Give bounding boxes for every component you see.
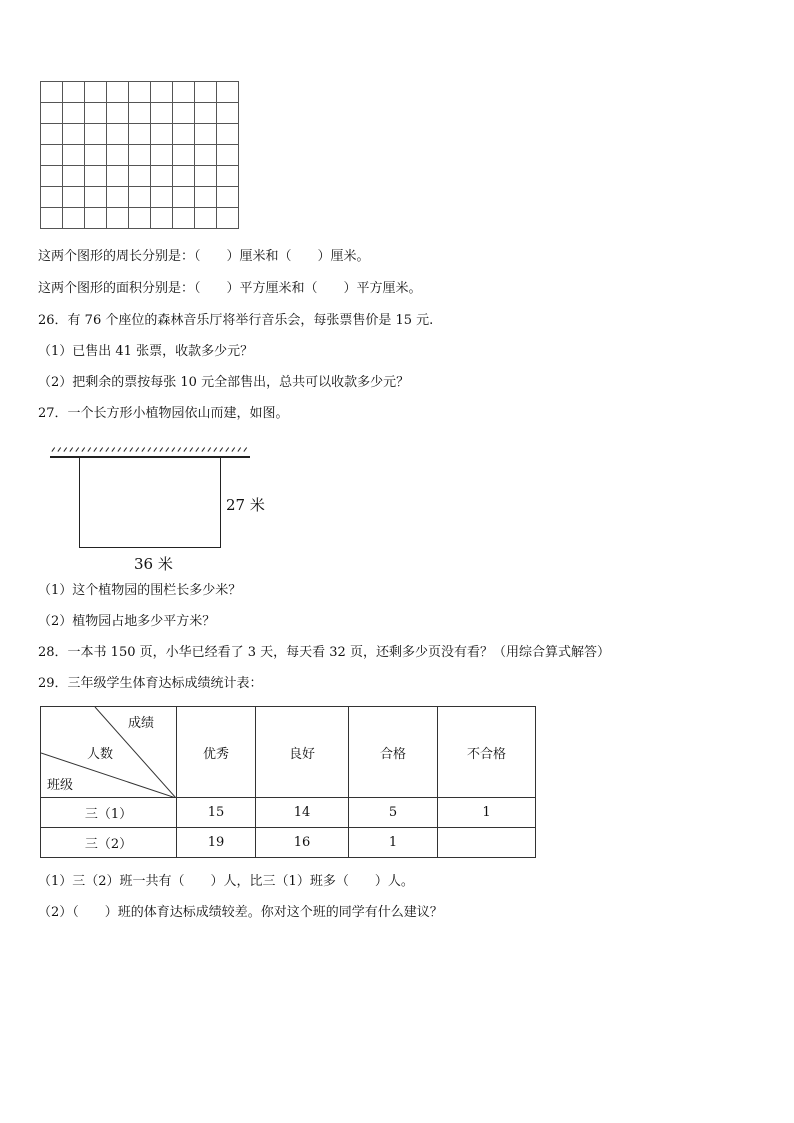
grid-cell <box>63 103 85 124</box>
grid-cell <box>107 82 129 103</box>
diag-score-label: 成绩 <box>128 716 155 731</box>
grid-cell <box>173 187 195 208</box>
grid-row <box>41 208 239 229</box>
grid-cell <box>41 187 63 208</box>
table-cell: 15 <box>177 798 256 828</box>
diag-class-label: 班级 <box>47 778 74 793</box>
hatch-mark <box>141 447 145 452</box>
hatch-mark <box>213 447 217 452</box>
hatch-mark <box>177 447 181 452</box>
grid-cell <box>195 82 217 103</box>
grid-cell <box>85 103 107 124</box>
grid-cell <box>85 208 107 229</box>
height-label: 27 米 <box>226 496 265 514</box>
hatch-mark <box>93 447 97 452</box>
question-27-stem: 27．一个长方形小植物园依山而建，如图。 <box>38 406 289 421</box>
grid-cell <box>107 145 129 166</box>
hatch-mark <box>171 447 175 452</box>
table-cell: 1 <box>349 828 438 858</box>
grid-row <box>41 124 239 145</box>
table-cell <box>438 828 536 858</box>
diagonal-header-cell <box>41 707 177 798</box>
hatch-mark <box>63 447 67 452</box>
column-header: 合格 <box>349 707 438 798</box>
grid-row <box>41 166 239 187</box>
grid-cell <box>129 166 151 187</box>
grid-cell <box>151 82 173 103</box>
question-29-part-2: （2）（ ）班的体育达标成绩较差。你对这个班的同学有什么建议？ <box>38 905 443 920</box>
hatch-mark <box>135 447 139 452</box>
grid-cell <box>217 103 239 124</box>
hatch-mark <box>87 447 91 452</box>
grid-cell <box>129 208 151 229</box>
grid-row <box>41 103 239 124</box>
table-cell: 14 <box>256 798 349 828</box>
grid-cell <box>85 187 107 208</box>
grid-cell <box>173 166 195 187</box>
grid-cell <box>173 82 195 103</box>
garden-rectangle <box>79 457 221 548</box>
question-26-part-1: （1）已售出 41 张票，收款多少元？ <box>38 344 254 359</box>
hatch-mark <box>81 447 85 452</box>
hatch-mark <box>129 447 133 452</box>
hatch-mark <box>165 447 169 452</box>
hatch-mark <box>183 447 187 452</box>
hatch-mark <box>57 447 61 452</box>
hatch-mark <box>201 447 205 452</box>
grid-cell <box>217 124 239 145</box>
grid-cell <box>107 166 129 187</box>
hatch-mark <box>195 447 199 452</box>
grid-cell <box>129 124 151 145</box>
column-header: 优秀 <box>177 707 256 798</box>
grid-cell <box>151 103 173 124</box>
hatch-mark <box>111 447 115 452</box>
grid-cell <box>195 166 217 187</box>
grid-cell <box>217 166 239 187</box>
width-label: 36 米 <box>134 555 173 573</box>
hatch-mark <box>69 447 73 452</box>
row-label: 三（2） <box>41 828 177 858</box>
hatch-mark <box>159 447 163 452</box>
grid-cell <box>41 166 63 187</box>
hatch-mark <box>225 447 229 452</box>
grid-cell <box>195 124 217 145</box>
area-question: 这两个图形的面积分别是：（ ）平方厘米和（ ）平方厘米。 <box>38 281 422 296</box>
grid-cell <box>85 124 107 145</box>
grid-cell <box>41 103 63 124</box>
question-29-stem: 29．三年级学生体育达标成绩统计表： <box>38 676 263 691</box>
hatch-mark <box>99 447 103 452</box>
hatch-mark <box>243 447 247 452</box>
hatch-mark <box>51 447 55 452</box>
grid-cell <box>107 124 129 145</box>
grid-cell <box>63 82 85 103</box>
grid-cell <box>63 145 85 166</box>
grid-cell <box>195 145 217 166</box>
hatch-mark <box>189 447 193 452</box>
grid-cell <box>173 103 195 124</box>
grid-cell <box>129 103 151 124</box>
grid-cell <box>129 145 151 166</box>
grid-cell <box>217 187 239 208</box>
grid-cell <box>129 82 151 103</box>
table-cell: 19 <box>177 828 256 858</box>
table-header-row <box>41 707 536 798</box>
table-row <box>41 828 536 858</box>
grid-cell <box>85 82 107 103</box>
table-cell: 5 <box>349 798 438 828</box>
grid-cell <box>63 124 85 145</box>
hatch-mark <box>219 447 223 452</box>
hatch-mark <box>207 447 211 452</box>
question-27-part-1: （1）这个植物园的围栏长多少米？ <box>38 583 242 598</box>
grid-cell <box>107 103 129 124</box>
grid-cell <box>85 166 107 187</box>
grid-cell <box>151 166 173 187</box>
grid-cell <box>217 208 239 229</box>
grid-cell <box>41 145 63 166</box>
square-grid <box>40 81 239 229</box>
grid-cell <box>107 187 129 208</box>
grid-cell <box>63 208 85 229</box>
grid-cell <box>41 124 63 145</box>
grid-cell <box>217 82 239 103</box>
grid-cell <box>151 124 173 145</box>
hatch-mark <box>123 447 127 452</box>
row-label: 三（1） <box>41 798 177 828</box>
table-cell: 1 <box>438 798 536 828</box>
grid-cell <box>173 124 195 145</box>
grid-row <box>41 145 239 166</box>
grid-cell <box>107 208 129 229</box>
question-27-part-2: （2）植物园占地多少平方米？ <box>38 614 216 629</box>
grid-cell <box>151 208 173 229</box>
grid-cell <box>129 187 151 208</box>
table-row <box>41 798 536 828</box>
grid-cell <box>85 145 107 166</box>
question-29-part-1: （1）三（2）班一共有（ ）人，比三（1）班多（ ）人。 <box>38 874 414 889</box>
hatch-mark <box>117 447 121 452</box>
question-26-part-2: （2）把剩余的票按每张 10 元全部售出，总共可以收款多少元？ <box>38 375 410 390</box>
grid-cell <box>151 145 173 166</box>
diag-count-label: 人数 <box>87 747 114 762</box>
grid-row <box>41 82 239 103</box>
sports-stats-table <box>40 706 536 858</box>
grid-cell <box>217 145 239 166</box>
hatch-mark <box>231 447 235 452</box>
grid-cell <box>41 82 63 103</box>
hatch-mark <box>153 447 157 452</box>
grid-cell <box>173 145 195 166</box>
grid-cell <box>41 208 63 229</box>
grid-cell <box>195 208 217 229</box>
grid-cell <box>173 208 195 229</box>
grid-cell <box>151 187 173 208</box>
hatch-mark <box>75 447 79 452</box>
perimeter-question: 这两个图形的周长分别是：（ ）厘米和（ ）厘米。 <box>38 249 370 264</box>
question-28-stem: 28．一本书 150 页，小华已经看了 3 天，每天看 32 页，还剩多少页没有看？（用综合算式解答） <box>38 645 610 660</box>
hatch-mark <box>237 447 241 452</box>
hatch-mark <box>105 447 109 452</box>
grid-cell <box>63 187 85 208</box>
grid-row <box>41 187 239 208</box>
hatch-mark <box>147 447 151 452</box>
question-26-stem: 26．有 76 个座位的森林音乐厅将举行音乐会，每张票售价是 15 元. <box>38 313 434 328</box>
table-cell: 16 <box>256 828 349 858</box>
grid-cell <box>195 103 217 124</box>
column-header: 良好 <box>256 707 349 798</box>
grid-cell <box>195 187 217 208</box>
column-header: 不合格 <box>438 707 536 798</box>
grid-cell <box>63 166 85 187</box>
